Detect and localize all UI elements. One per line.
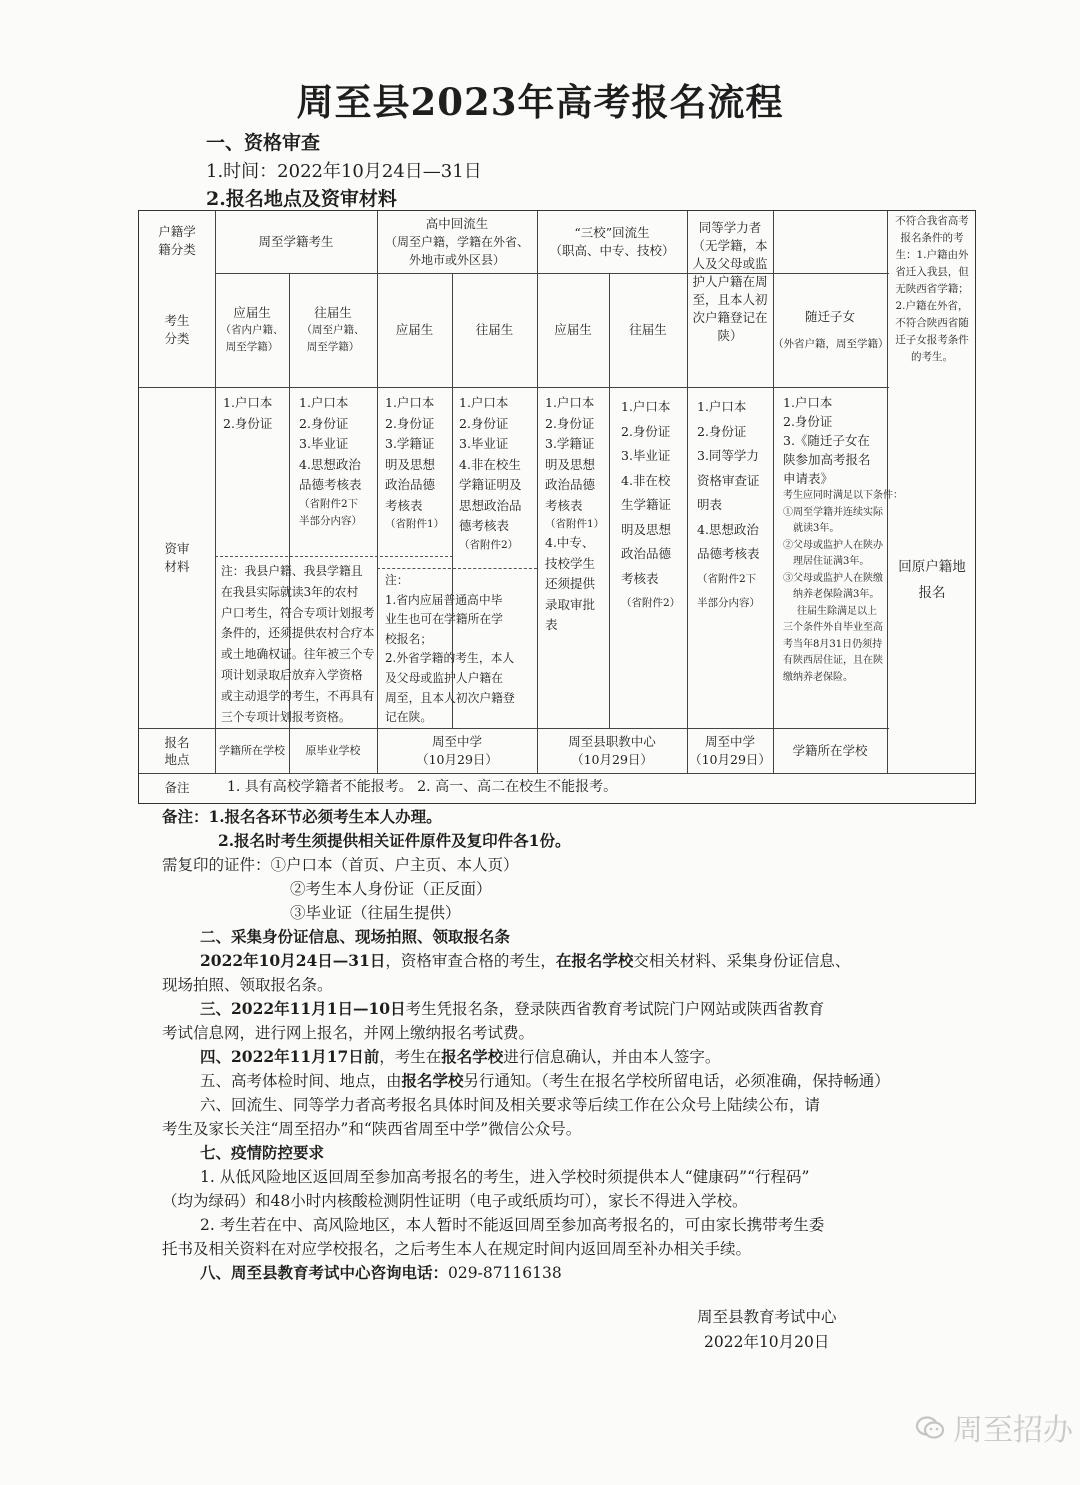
table-line bbox=[139, 387, 889, 388]
watermark bbox=[915, 1405, 1073, 1449]
s1-time: 1.时间：2022年10月24日—31日 bbox=[206, 161, 482, 182]
loc-6: 学籍所在学校 bbox=[792, 742, 868, 758]
s1-place-heading: 2.报名地点及资审材料 bbox=[206, 188, 397, 210]
wechat-icon bbox=[915, 1414, 945, 1440]
s6-line-1: 六、回流生、同等学力者高考报名具体时间及相关要求等后续工作在公众号上陆续公布，请 bbox=[200, 1096, 821, 1114]
materials-col1: 1.户口本 2.身份证 bbox=[223, 395, 273, 431]
document-title: 周至县2023年高考报名流程 bbox=[296, 80, 784, 124]
col-wjs2: 往届生 bbox=[475, 322, 514, 337]
s4-line: 四、2022年11月17日前，考生在报名学校进行信息确认，并由本人签字。 bbox=[200, 1047, 721, 1066]
remarks-text: 1. 具有高校学籍者不能报考。 2. 高一、高二在校生不能报考。 bbox=[227, 779, 618, 795]
group-tdxl: 同等学力者（无学籍，本人及父母或监护人户籍在周至，且本人初次户籍登记在陕） bbox=[692, 220, 768, 343]
col-yjs3: 应届生 bbox=[554, 322, 592, 337]
s2-para-2: 现场拍照、领取报名条。 bbox=[162, 976, 333, 994]
s6-line-2: 考生及家长关注“周至招办”和“陕西省周至中学”微信公众号。 bbox=[162, 1120, 582, 1138]
group-sqzn: 随迁子女 （外省户籍，周至学籍） bbox=[773, 308, 889, 350]
col-wjs1: 往届生 （周至户籍、周至学籍） bbox=[301, 305, 365, 353]
header-kfl: 考生分类 bbox=[164, 313, 190, 346]
section-1-heading: 一、资格审查 bbox=[206, 132, 321, 154]
table-line bbox=[377, 568, 537, 569]
copy-3: ③毕业证（往届生提供） bbox=[290, 904, 461, 922]
registration-table bbox=[138, 210, 976, 804]
header-zscl: 资审材料 bbox=[164, 540, 190, 574]
loc-1: 学籍所在学校 bbox=[219, 744, 285, 757]
s7-p1-line-2: （均为绿码）和48小时内核酸检测阴性证明（电子或纸质均可），家长不得进入学校。 bbox=[162, 1192, 748, 1210]
section-8-line: 八、周至县教育考试中心咨询电话：029-87116138 bbox=[200, 1263, 562, 1282]
materials-col2: 1.户口本 2.身份证 3.毕业证 4.思想政治 品德考核表 （省附件2下 半部分内容） bbox=[299, 395, 362, 527]
s5-line: 五、高考体检时间、地点，由报名学校另行通知。（考生在报名学校所留电话，必须准确，保持畅通） bbox=[200, 1071, 890, 1090]
s7-p1-line-1: 1. 从低风险地区返回周至参加高考报名的考生，进入学校时须提供本人“健康码”“行程码” bbox=[200, 1168, 810, 1186]
loc-3: 周至中学 （10月29日） bbox=[416, 733, 498, 767]
loc-4: 周至县职教中心 （10月29日） bbox=[568, 733, 656, 767]
section-7-heading: 七、疫情防控要求 bbox=[200, 1143, 325, 1162]
section-2-heading: 二、采集身份证信息、现场拍照、领取报名条 bbox=[200, 927, 511, 946]
note-gzhl: 注： 1.省内应届普通高中毕 业生也可在学籍所在学 校报名； 2.外省学籍的考生，本人 及父母或监护人户籍在 周至，且本人初次户籍登 记在陕。 bbox=[385, 573, 515, 725]
copy-2: ②考生本人身份证（正反面） bbox=[290, 880, 492, 898]
note-2: 2.报名时考生须提供相关证件原件及复印件各1份。 bbox=[218, 831, 571, 850]
table-line bbox=[215, 556, 453, 557]
materials-col4: 1.户口本 2.身份证 3.毕业证 4.非在校生 学籍证明及 思想政治品 德考核表 （省附件2） bbox=[459, 395, 522, 551]
s7-p2-line-2: 托书及相关资料在对应学校报名，之后考生本人在规定时间内返回周至补办相关手续。 bbox=[162, 1240, 752, 1258]
group-zzxj: 周至学籍考生 bbox=[258, 234, 334, 249]
materials-col8: 1.户口本 2.身份证 3.《随迁子女在 陕参加高考报名 申请表》 考生应同时满足以下条件： ①周至学籍并连续实际 就读3年。 ②父母或监护人在陕办 理居住证满3年。 ③父母或监护人在陕缴 纳养老保险满3年。 往届生除满足以上 三个条件外自毕业至高 考当年8月31日仍须持 有陕西居住证，且在陕 缴纳养老保险。 bbox=[783, 395, 903, 683]
s3-line-2: 考试信息网，进行网上报名，并网上缴纳报名考试费。 bbox=[162, 1024, 535, 1042]
materials-col3: 1.户口本 2.身份证 3.学籍证 明及思想 政治品德 考核表 （省附件1） bbox=[385, 395, 445, 530]
col-wjs3: 往届生 bbox=[629, 322, 667, 337]
s7-p2-line-1: 2. 考生若在中、高风险地区，本人暂时不能返回周至参加高考报名的，可由家长携带考生委 bbox=[200, 1216, 825, 1234]
materials-col5: 1.户口本 2.身份证 3.学籍证 明及思想 政治品德 考核表 （省附件1） 4.中专、 技校学生 还须提供 录取审批 表 bbox=[545, 395, 605, 632]
signature-date: 2022年10月20日 bbox=[704, 1333, 830, 1351]
materials-col9: 回原户籍地报名 bbox=[898, 559, 966, 601]
group-gzhl: 高中回流生 （周至户籍，学籍在外省、外地市或外区县） bbox=[384, 216, 529, 267]
watermark-text: 周至招办 bbox=[953, 1413, 1073, 1448]
materials-col7: 1.户口本 2.身份证 3.同等学力 资格审查证 明表 4.思想政治 品德考核表 （省附件2下 半部分内容） bbox=[697, 399, 760, 609]
copy-label: 需复印的证件：①户口本（首页、户主页、本人页） bbox=[162, 856, 519, 874]
col-yjs2: 应届生 bbox=[395, 322, 434, 337]
header-bmdd: 报名地点 bbox=[164, 734, 190, 767]
group-sx: “三校”回流生 （职高、中专、技校） bbox=[549, 225, 675, 258]
header-bz: 备注 bbox=[164, 780, 190, 795]
note-zzxj: 注：我县户籍、我县学籍且 在我县实际就读3年的农村 户口考生，符合专项计划报考 条件的，还须提供农村合疗本 或土地确权证。往年被三个专 项计划录取后放弃入学资格 或主动退学的考生，不再具有 三个专项计划报考资格。 bbox=[221, 564, 375, 724]
s3-line-1: 三、2022年11月1日—10日考生凭报名条，登录陕西省教育考试院门户网站或陕西省教育 bbox=[200, 999, 825, 1018]
materials-col6: 1.户口本 2.身份证 3.毕业证 4.非在校 生学籍证 明及思想 政治品德 考核表 （省附件2） bbox=[621, 399, 681, 609]
col-yjs1: 应届生 （省内户籍、周至学籍） bbox=[220, 305, 284, 353]
header-hjfl: 户籍学籍分类 bbox=[158, 224, 196, 257]
note-1: 备注：1.报名各环节必须考生本人办理。 bbox=[162, 807, 442, 826]
signature-org: 周至县教育考试中心 bbox=[697, 1308, 837, 1326]
table-line bbox=[139, 773, 975, 774]
group-bfh: 不符合我省高考报名条件的考生：1.户籍由外省迁入我县，但无陕西省学籍；2.户籍在外省，不符合陕西省随迁子女报考条件的考生。 bbox=[895, 215, 969, 363]
loc-2: 原毕业学校 bbox=[305, 744, 361, 757]
s2-para-1: 2022年10月24日—31日，资格审查合格的考生，在报名学校交相关材料、采集身份证信息、 bbox=[200, 951, 851, 970]
loc-5: 周至中学 （10月29日） bbox=[689, 733, 771, 767]
